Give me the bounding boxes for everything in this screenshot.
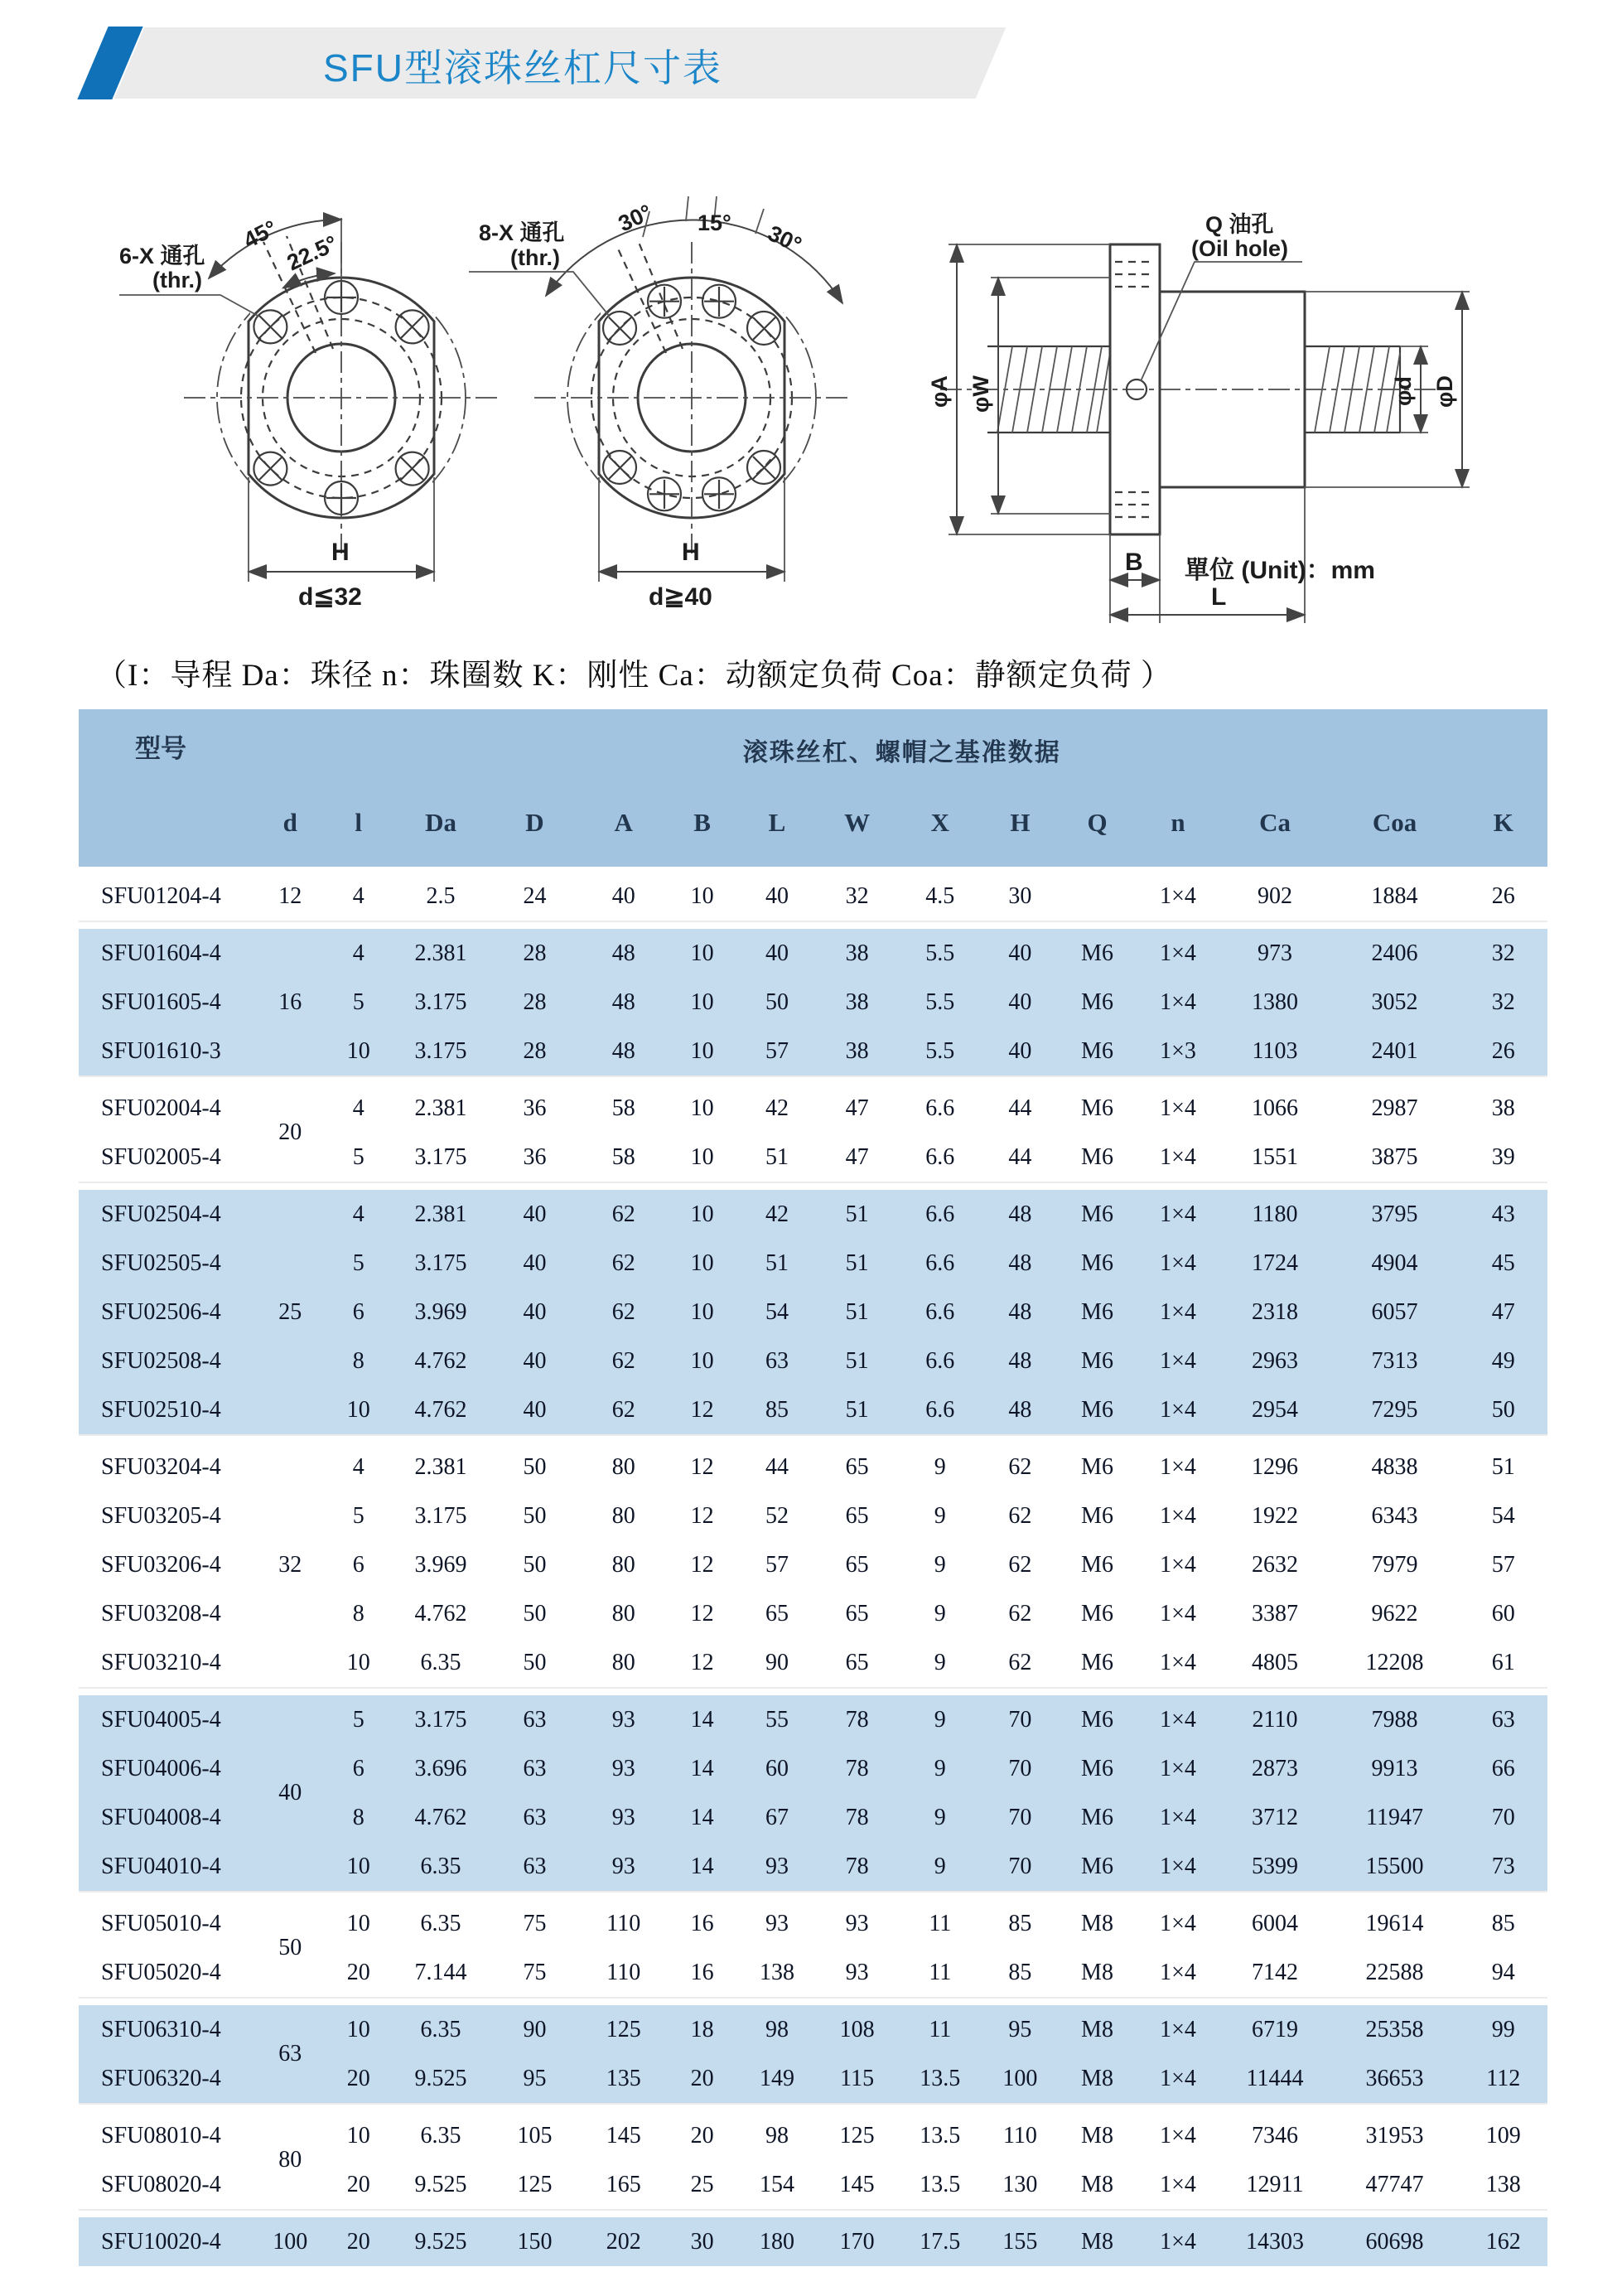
angle-45-label: 45° [239,215,282,254]
model-cell: SFU03210-4 [79,1638,257,1688]
group-separator [79,1688,1547,1695]
dim-phiA-label: φA [927,375,952,408]
diameter-cell: 100 [257,2217,325,2266]
unit-note: 單位 (Unit)：mm [1185,557,1375,584]
model-cell: SFU06320-4 [79,2054,257,2104]
model-cell: SFU02510-4 [79,1385,257,1435]
angle-15-label: 15° [698,210,731,235]
table-row: SFU04010-4 10 6.35 63 93 14 93 78 9 70 M6 1×4 5399 15500 73 [79,1842,1547,1892]
column-header-L: L [738,790,816,869]
table-row: SFU01610-3 10 3.175 28 48 10 57 38 5.5 40 M6 1×3 1103 2401 26 [79,1027,1547,1076]
column-header-Q: Q [1059,790,1137,869]
spec-table [79,709,1547,2266]
table-body [79,869,1547,2266]
model-cell: SFU02508-4 [79,1337,257,1385]
dim-phiW-label: φW [968,375,993,413]
hole-callout-6x: 6-X 通孔 [119,244,205,268]
column-header-X: X [898,790,982,869]
diameter-cell: 12 [257,869,325,921]
table-row: SFU06320-4 20 9.525 95 135 20 149 115 13.5 100 M8 1×4 11444 36653 112 [79,2054,1547,2104]
column-header-l: l [324,790,393,869]
table-header [79,709,1547,869]
model-cell: SFU01605-4 [79,978,257,1027]
flange-front-view-6hole [119,215,499,611]
model-cell: SFU04005-4 [79,1695,257,1744]
table-row: SFU02504-4 25 4 2.381 40 62 10 42 51 6.6 48 M6 1×4 1180 3795 43 [79,1190,1547,1239]
group-separator [79,1182,1547,1190]
column-header-Coa: Coa [1330,790,1460,869]
column-header-H: H [982,790,1058,869]
table-row: SFU02506-4 6 3.969 40 62 10 54 51 6.6 48 M6 1×4 2318 6057 47 [79,1288,1547,1337]
table-row: SFU02505-4 5 3.175 40 62 10 51 51 6.6 48 M6 1×4 1724 4904 45 [79,1239,1547,1288]
size-note-d32: d≦32 [298,583,362,611]
group-separator [79,2104,1547,2111]
group-separator [79,1076,1547,1084]
model-cell: SFU03205-4 [79,1491,257,1540]
diameter-cell: 25 [257,1190,325,1435]
oil-hole-label: Q 油孔 [1205,212,1274,237]
group-separator [79,2210,1547,2217]
model-cell: SFU02506-4 [79,1288,257,1337]
table-row: SFU10020-4 100 20 9.525 150 202 30 180 170 17.5 155 M8 1×4 14303 60698 162 [79,2217,1547,2266]
dim-B-label: B [1125,549,1143,576]
table-row: SFU03205-4 5 3.175 50 80 12 52 65 9 62 M6 1×4 1922 6343 54 [79,1491,1547,1540]
column-header-n: n [1136,790,1219,869]
diameter-cell: 80 [257,2111,325,2210]
model-cell: SFU01204-4 [79,869,257,921]
angle-22-label: 22.5° [282,230,341,276]
dim-phid-label: φd [1391,376,1416,406]
table-row: SFU03206-4 6 3.969 50 80 12 57 65 9 62 M6 1×4 2632 7979 57 [79,1540,1547,1589]
table-row: SFU03204-4 32 4 2.381 50 80 12 44 65 9 62 M6 1×4 1296 4838 51 [79,1443,1547,1491]
group-separator [79,921,1547,929]
oil-hole-label-en: (Oil hole) [1191,236,1288,261]
model-cell: SFU08020-4 [79,2160,257,2210]
dim-phiD-label: φD [1432,375,1457,408]
table-group-header: 滚珠丝杠、螺帽之基准数据 [257,709,1547,790]
table-row: SFU01204-4 12 4 2.5 24 40 10 40 32 4.5 30 1×4 902 1884 26 [79,869,1547,921]
table-row: SFU03208-4 8 4.762 50 80 12 65 65 9 62 M6 1×4 3387 9622 60 [79,1589,1547,1638]
table-row: SFU02510-4 10 4.762 40 62 12 85 51 6.6 48 M6 1×4 2954 7295 50 [79,1385,1547,1435]
hole-callout-8x: 8-X 通孔 [479,220,565,245]
diameter-cell: 40 [257,1695,325,1892]
model-cell: SFU04010-4 [79,1842,257,1892]
model-cell: SFU05020-4 [79,1948,257,1998]
diameter-cell: 63 [257,2005,325,2104]
table-row: SFU04005-4 40 5 3.175 63 93 14 55 78 9 70 M6 1×4 2110 7988 63 [79,1695,1547,1744]
group-separator [79,1998,1547,2005]
technical-diagrams [0,108,1622,638]
column-header-Da: Da [393,790,488,869]
model-cell: SFU02505-4 [79,1239,257,1288]
model-cell: SFU01604-4 [79,929,257,978]
legend-note: （I：导程 Da：珠径 n：珠圈数 K：刚性 Ca：动额定负荷 Coa：静额定负荷 ） [96,659,1172,693]
model-cell: SFU02504-4 [79,1190,257,1239]
diameter-cell: 50 [257,1899,325,1998]
model-cell: SFU04008-4 [79,1793,257,1842]
hole-callout-thr: (thr.) [510,245,560,270]
diameter-cell: 20 [257,1084,325,1182]
table-row: SFU02005-4 5 3.175 36 58 10 51 47 6.6 44 M6 1×4 1551 3875 39 [79,1133,1547,1182]
column-header-d: d [257,790,325,869]
table-row: SFU04008-4 8 4.762 63 93 14 67 78 9 70 M6 1×4 3712 11947 70 [79,1793,1547,1842]
column-header-W: W [816,790,898,869]
column-header-Ca: Ca [1220,790,1330,869]
table-row: SFU01605-4 5 3.175 28 48 10 50 38 5.5 40 M6 1×4 1380 3052 32 [79,978,1547,1027]
table-row: SFU08010-4 80 10 6.35 105 145 20 98 125 13.5 110 M8 1×4 7346 31953 109 [79,2111,1547,2160]
column-header-A: A [581,790,666,869]
model-cell: SFU03206-4 [79,1540,257,1589]
dim-L-label: L [1211,583,1227,611]
table-row: SFU02004-4 20 4 2.381 36 58 10 42 47 6.6 44 M6 1×4 1066 2987 38 [79,1084,1547,1133]
group-separator [79,1892,1547,1899]
model-cell: SFU01610-3 [79,1027,257,1076]
flange-front-view-8hole [469,196,849,611]
column-header-D: D [489,790,582,869]
column-header-K: K [1460,790,1547,869]
model-cell: SFU05010-4 [79,1899,257,1948]
model-cell: SFU10020-4 [79,2217,257,2266]
table-row: SFU08020-4 20 9.525 125 165 25 154 145 13.5 130 M8 1×4 12911 47747 138 [79,2160,1547,2210]
diameter-cell: 32 [257,1443,325,1688]
size-note-d40: d≧40 [649,583,712,611]
table-row: SFU02508-4 8 4.762 40 62 10 63 51 6.6 48 M6 1×4 2963 7313 49 [79,1337,1547,1385]
dim-h-label: H [682,539,700,566]
model-cell: SFU04006-4 [79,1744,257,1793]
hole-callout-thr: (thr.) [152,268,202,292]
table-row: SFU06310-4 63 10 6.35 90 125 18 98 108 11 95 M8 1×4 6719 25358 99 [79,2005,1547,2054]
angle-30-right-label: 30° [764,220,806,258]
model-cell: SFU08010-4 [79,2111,257,2160]
column-header-B: B [666,790,738,869]
table-row: SFU05020-4 20 7.144 75 110 16 138 93 11 85 M8 1×4 7142 22588 94 [79,1948,1547,1998]
column-letters-row [79,790,1547,869]
table-row: SFU01604-4 16 4 2.381 28 48 10 40 38 5.5 40 M6 1×4 973 2406 32 [79,929,1547,978]
model-cell: SFU06310-4 [79,2005,257,2054]
dim-h-label: H [331,539,350,566]
column-header-model: 型号 [79,709,257,869]
page-title: SFU型滚珠丝杠尺寸表 [323,46,722,89]
diameter-cell: 16 [257,929,325,1076]
model-cell: SFU03204-4 [79,1443,257,1491]
table-row: SFU03210-4 10 6.35 50 80 12 90 65 9 62 M6 1×4 4805 12208 61 [79,1638,1547,1688]
table-row: SFU04006-4 6 3.696 63 93 14 60 78 9 70 M6 1×4 2873 9913 66 [79,1744,1547,1793]
model-cell: SFU02005-4 [79,1133,257,1182]
table-row: SFU05010-4 50 10 6.35 75 110 16 93 93 11 85 M8 1×4 6004 19614 85 [79,1899,1547,1948]
model-cell: SFU02004-4 [79,1084,257,1133]
ballscrew-side-view [927,212,1470,623]
model-cell: SFU03208-4 [79,1589,257,1638]
angle-30-left-label: 30° [614,199,656,237]
group-separator [79,1435,1547,1443]
